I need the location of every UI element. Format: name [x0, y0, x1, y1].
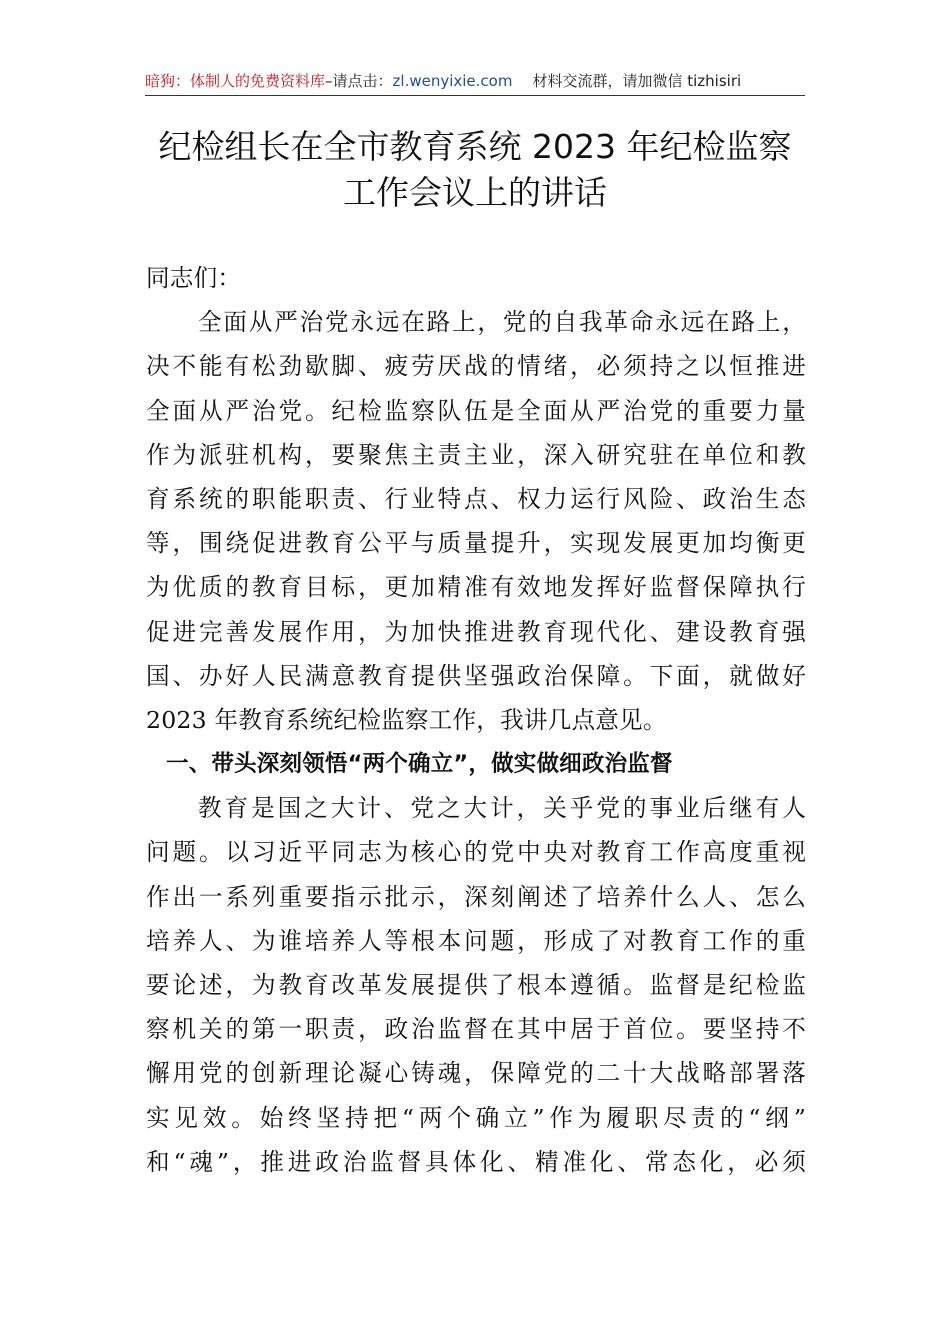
paragraph-line: 作出一系列重要指示批示，深刻阐述了培养什么人、怎么: [146, 882, 806, 911]
paragraph-line: 全面从严治党。纪检监察队伍是全面从严治党的重要力量: [146, 396, 806, 425]
header-click-label: –请点击：: [325, 72, 393, 90]
header-library-label: 暗狗：体制人的免费资料库: [145, 72, 326, 90]
paragraph-line: 2023 年教育系统纪检监察工作，我讲几点意见。: [146, 705, 667, 734]
paragraph-line: 国、办好人民满意教育提供坚强政治保障。下面，就做好: [146, 661, 806, 690]
paragraph-line: 等，围绕促进教育公平与质量提升，实现发展更加均衡更: [146, 529, 806, 558]
paragraph-line: 要论述，为教育改革发展提供了根本遵循。监督是纪检监: [146, 971, 806, 999]
paragraph-line: 作为派驻机构，要聚焦主责主业，深入研究驻在单位和教: [146, 440, 806, 469]
page-header: [145, 68, 805, 94]
paragraph-line: 决不能有松劲歇脚、疲劳厌战的情绪，必须持之以恒推进: [146, 352, 806, 381]
title-line: 纪检组长在全市教育系统 2023 年纪检监察: [158, 127, 792, 166]
paragraph-line: 察机关的第一职责，政治监督在其中居于首位。要坚持不: [146, 1015, 806, 1044]
paragraph-line: 实见效。始终坚持把“两个确立”作为履职尽责的“纲”: [146, 1103, 806, 1132]
paragraph-line: 促进完善发展作用，为加快推进教育现代化、建设教育强: [146, 617, 806, 646]
paragraph-line: 培养人、为谁培养人等根本问题，形成了对教育工作的重: [146, 926, 806, 955]
header-url-link[interactable]: zl.wenyixie.com: [392, 72, 513, 90]
paragraph-line: 为优质的教育目标，更加精准有效地发挥好监督保障执行: [146, 573, 806, 602]
title-line: 工作会议上的讲话: [343, 173, 607, 212]
paragraph-line: 育系统的职能职责、行业特点、权力运行风险、政治生态: [146, 484, 806, 513]
document-title: [100, 124, 850, 216]
header-divider: [145, 95, 805, 96]
paragraph-line: 问题。以习近平同志为核心的党中央对教育工作高度重视: [146, 838, 806, 867]
header-wechat-label: 材料交流群，请加微信 tizhisiri: [532, 72, 742, 90]
section-heading: 一、带头深刻领悟“两个确立”，做实做细政治监督: [166, 751, 673, 778]
paragraph-line: 懈用党的创新理论凝心铸魂，保障党的二十大战略部署落: [146, 1059, 806, 1088]
paragraph-line: 教育是国之大计、党之大计，关乎党的事业后继有人: [198, 794, 806, 823]
paragraph-line: 全面从严治党永远在路上，党的自我革命永远在路上，: [198, 308, 806, 337]
paragraph-line: 和“魂”，推进政治监督具体化、精准化、常态化，必须: [146, 1147, 806, 1176]
document-body: [146, 256, 806, 1184]
greeting: 同志们：: [146, 264, 242, 292]
